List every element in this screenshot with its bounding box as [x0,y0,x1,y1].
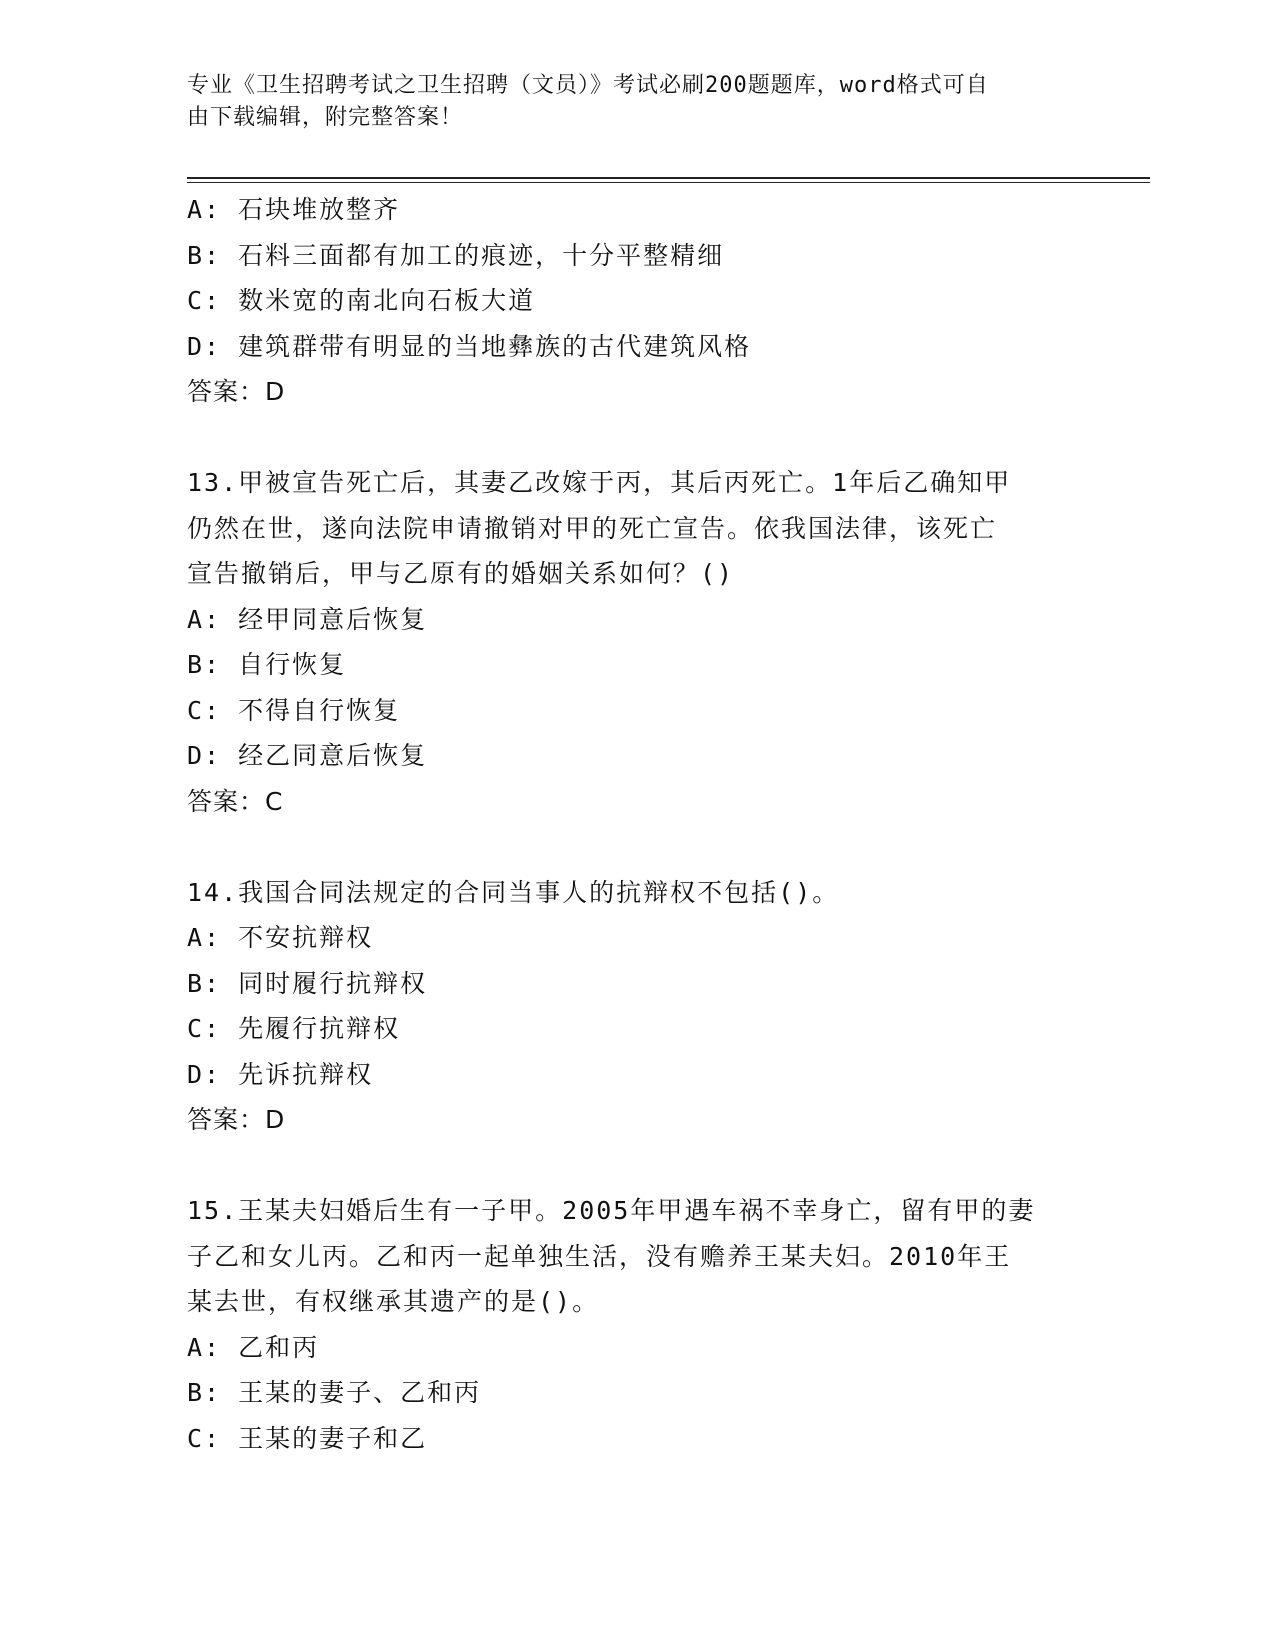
question-text-line: 13.甲被宣告死亡后，其妻乙改嫁于丙，其后丙死亡。1年后乙确知甲 [187,468,1012,497]
option-c: C: 数米宽的南北向石板大道 [187,286,536,315]
question-15-block [187,1188,1087,1461]
option-d: D: 先诉抗辩权 [187,1059,374,1089]
option-c: C: 不得自行恢复 [187,695,401,725]
option-a: A: 石块堆放整齐 [187,195,401,224]
option-c: C: 王某的妻子和乙 [187,1423,428,1453]
question-13-block [187,460,1087,824]
option-a: A: 不安抗辩权 [187,923,374,952]
question-text-line: 子乙和女儿丙。乙和丙一起单独生活，没有赡养王某夫妇。2010年王 [187,1241,1012,1271]
question-text-line: 某去世，有权继承其遗产的是()。 [187,1287,600,1316]
header-line-2: 由下载编辑，附完整答案！ [187,105,464,130]
document-header [187,70,1067,134]
option-b: B: 自行恢复 [187,650,347,679]
option-a: A: 经甲同意后恢复 [187,604,428,634]
question-list [187,187,1087,1461]
answer-line: 答案：D [187,377,286,406]
spacer [187,824,1087,870]
option-d: D: 经乙同意后恢复 [187,741,428,770]
question-14-block [187,870,1087,1143]
question-text-line: 宣告撤销后，甲与乙原有的婚姻关系如何？() [187,559,735,588]
option-b: B: 同时履行抗辩权 [187,968,428,998]
option-d: D: 建筑群带有明显的当地彝族的古代建筑风格 [187,331,752,361]
question-12-block [187,187,1087,415]
answer-line: 答案：C [187,786,284,816]
option-a: A: 乙和丙 [187,1332,320,1362]
answer-line: 答案：D [187,1105,286,1134]
header-divider-thick [187,177,1150,179]
option-b: B: 王某的妻子、乙和丙 [187,1378,482,1407]
option-c: C: 先履行抗辩权 [187,1014,401,1043]
question-text-line: 仍然在世，遂向法院申请撤销对甲的死亡宣告。依我国法律，该死亡 [187,513,998,543]
option-b: B: 石料三面都有加工的痕迹，十分平整精细 [187,240,725,270]
spacer [187,415,1087,461]
question-text-line: 15.王某夫妇婚后生有一子甲。2005年甲遇车祸不幸身亡，留有甲的妻 [187,1196,1036,1225]
spacer [187,1143,1087,1189]
header-divider-thin [187,182,1150,183]
question-text-line: 14.我国合同法规定的合同当事人的抗辩权不包括()。 [187,877,840,907]
header-line-1: 专业《卫生招聘考试之卫生招聘（文员）》考试必刷200题题库，word格式可自 [187,73,989,98]
